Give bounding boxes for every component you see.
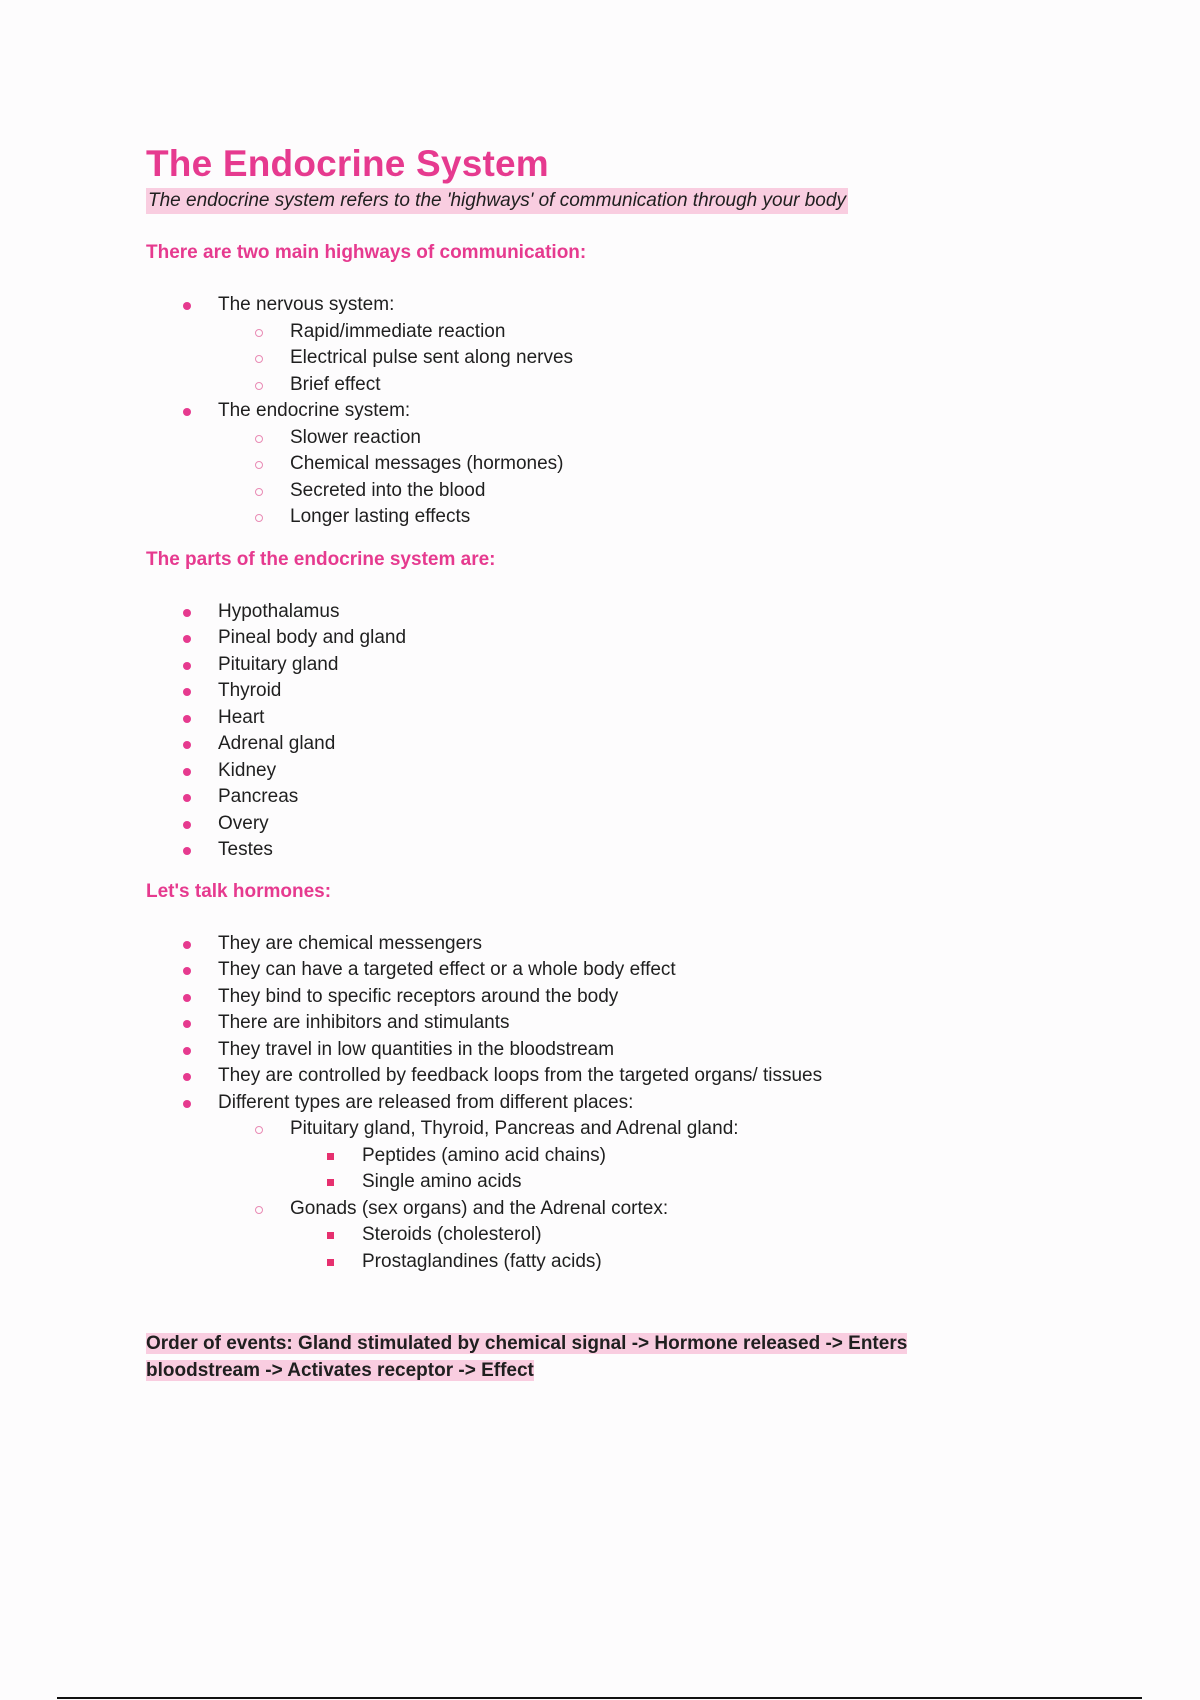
bullet-dot-icon [183,847,191,855]
list-item-label: They can have a targeted effect or a whole body effect [218,959,676,980]
bullet-dot-icon [183,994,191,1002]
bullet-dot-icon [183,741,191,749]
list-item [146,1010,1126,1037]
hormones-list [146,931,1126,1276]
bullet-square-icon [327,1259,334,1266]
list-item-label: Hypothalamus [218,600,340,622]
list-item-label: Kidney [218,759,277,781]
sub-list-item-label: Gonads (sex organs) and the Adrenal cortex: [290,1197,669,1219]
sub-list-item [218,504,1126,531]
list-item [146,1090,1126,1276]
sub-sub-list-item-label: Steroids (cholesterol) [362,1224,542,1245]
list-item [146,758,1126,785]
sub-list-item [218,478,1126,505]
sub-list-item [218,1196,1126,1276]
bullet-circle-icon [255,382,263,390]
list-item-label: They bind to specific receptors around the body [218,985,619,1007]
highways-list [146,292,1126,531]
bullet-circle-icon [255,435,263,443]
list-item-label: There are inhibitors and stimulants [218,1012,510,1033]
sub-list-item [218,451,1126,478]
bullet-square-icon [327,1232,334,1239]
sub-list-item [218,425,1126,452]
list-item-label: Thyroid [218,680,282,701]
bullet-dot-icon [183,1020,191,1028]
list-item [146,599,1126,626]
bullet-circle-icon [255,514,263,522]
list-item-label: Testes [218,839,273,860]
sub-list [218,425,1126,531]
list-item [146,678,1126,705]
bullet-square-icon [327,1179,334,1186]
bullet-circle-icon [255,461,263,469]
bullet-dot-icon [183,1073,191,1081]
bullet-dot-icon [183,302,191,310]
list-item [146,784,1126,811]
sub-sub-list-item [290,1169,1126,1196]
list-item [146,931,1126,958]
sub-sub-list-item [290,1143,1126,1170]
order-of-events-text: Order of events: Gland stimulated by chemical signal -> Hormone released -> Enters bloodstream -> Activates receptor -> Effect [146,1333,908,1381]
document-page [146,140,1126,1403]
sub-sub-list-item-label: Single amino acids [362,1171,522,1192]
sub-list-item-label: Slower reaction [290,426,421,448]
bullet-dot-icon [183,1047,191,1055]
bullet-square-icon [327,1153,334,1160]
bullet-circle-icon [255,488,263,496]
list-item [146,811,1126,838]
bullet-dot-icon [183,635,191,643]
sub-list-item [218,345,1126,372]
sub-list-item-label: Secreted into the blood [290,479,486,501]
page-divider [57,1697,1142,1699]
list-item-label: Pituitary gland [218,653,339,675]
list-item-label: The endocrine system: [218,400,411,421]
bullet-dot-icon [183,662,191,670]
list-item [146,731,1126,758]
sub-sub-list-item [290,1249,1126,1276]
list-item-label: Pancreas [218,786,299,807]
sub-sub-list-item-label: Prostaglandines (fatty acids) [362,1250,602,1272]
bullet-circle-icon [255,1206,263,1214]
page-title: The Endocrine System [146,143,549,184]
list-item-label: The nervous system: [218,294,395,315]
list-item [146,1063,1126,1090]
list-item [146,398,1126,531]
sub-list-item-label: Chemical messages (hormones) [290,453,564,474]
list-item-label: Different types are released from different places: [218,1091,634,1113]
list-item-label: Overy [218,812,269,834]
list-item-label: They travel in low quantities in the bloodstream [218,1038,615,1060]
bullet-circle-icon [255,329,263,337]
bullet-circle-icon [255,1126,263,1134]
section-heading-parts: The parts of the endocrine system are: [146,548,496,570]
bullet-dot-icon [183,408,191,416]
list-item-label: Heart [218,706,265,728]
bullet-dot-icon [183,967,191,975]
sub-sub-list-item-label: Peptides (amino acid chains) [362,1144,606,1166]
list-item [146,1037,1126,1064]
sub-sub-list [290,1143,1126,1196]
bullet-dot-icon [183,609,191,617]
sub-list-item-label: Brief effect [290,373,381,395]
page-subtitle: The endocrine system refers to the 'highways' of communication through your body [146,188,848,214]
section-heading-highways: There are two main highways of communication: [146,242,587,263]
list-item [146,625,1126,652]
bullet-dot-icon [183,941,191,949]
sub-list-item-label: Pituitary gland, Thyroid, Pancreas and Adrenal gland: [290,1118,739,1139]
sub-list-item [218,1116,1126,1196]
list-item [146,292,1126,398]
bullet-dot-icon [183,821,191,829]
sub-list-item-label: Rapid/immediate reaction [290,320,506,342]
list-item [146,837,1126,864]
sub-list-item [218,319,1126,346]
sub-list [218,1116,1126,1275]
bullet-dot-icon [183,715,191,723]
bullet-dot-icon [183,794,191,802]
sub-list-item-label: Longer lasting effects [290,506,471,527]
section-heading-hormones: Let's talk hormones: [146,880,332,902]
sub-list-item-label: Electrical pulse sent along nerves [290,347,574,368]
bullet-dot-icon [183,688,191,696]
bullet-dot-icon [183,768,191,776]
list-item-label: Pineal body and gland [218,627,407,648]
list-item-label: They are controlled by feedback loops from the targeted organs/ tissues [218,1065,823,1086]
list-item [146,984,1126,1011]
list-item [146,957,1126,984]
sub-list [218,319,1126,399]
list-item-label: Adrenal gland [218,733,336,754]
order-of-events [146,1331,966,1384]
parts-list [146,599,1126,864]
sub-sub-list-item [290,1222,1126,1249]
sub-sub-list [290,1222,1126,1275]
sub-list-item [218,372,1126,399]
list-item-label: They are chemical messengers [218,932,482,954]
list-item [146,705,1126,732]
bullet-dot-icon [183,1100,191,1108]
list-item [146,652,1126,679]
bullet-circle-icon [255,355,263,363]
